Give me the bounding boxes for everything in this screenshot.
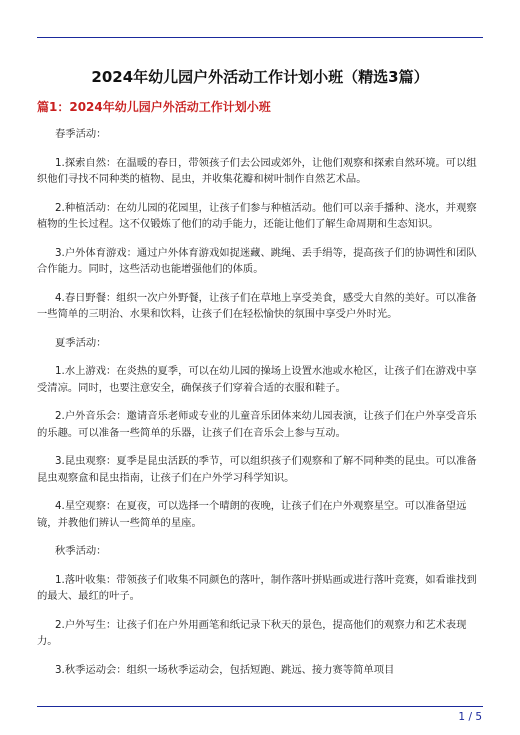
footer-rule — [37, 706, 483, 707]
autumn-item: 3.秋季运动会：组织一场秋季运动会，包括短跑、跳远、接力赛等简单项目 — [55, 663, 395, 676]
summer-heading: 夏季活动： — [55, 336, 107, 349]
document-title: 2024年幼儿园户外活动工作计划小班（精选3篇） — [91, 68, 429, 86]
autumn-item: 1.落叶收集：带领孩子们收集不同颜色的落叶，制作落叶拼贴画或进行落叶竞赛，如看谁找到的最大、最红的叶子。 — [37, 573, 477, 602]
page-number: 1 / 5 — [458, 711, 482, 723]
summer-item: 3.昆虫观察：夏季是昆虫活跃的季节，可以组织孩子们观察和了解不同种类的昆虫。可以准备昆虫观察盒和昆虫指南，让孩子们在户外学习科学知识。 — [37, 455, 477, 484]
spring-item: 1.探索自然：在温暖的春日，带领孩子们去公园或郊外，让他们观察和探索自然环境。可以组织他们寻找不同种类的植物、昆虫，并收集花瓣和树叶制作自然艺术品。 — [37, 156, 477, 185]
autumn-item: 2.户外写生：让孩子们在户外用画笔和纸记录下秋天的景色，提高他们的观察力和艺术表现力。 — [37, 618, 467, 647]
section-heading: 篇1：2024年幼儿园户外活动工作计划小班 — [37, 100, 271, 114]
spring-heading: 春季活动： — [55, 128, 107, 140]
summer-item: 4.星空观察：在夏夜，可以选择一个晴朗的夜晚，让孩子们在户外观察星空。可以准备望远镜，并教他们辨认一些简单的星座。 — [37, 500, 467, 529]
summer-item: 1.水上游戏：在炎热的夏季，可以在幼儿园的操场上设置水池或水枪区，让孩子们在游戏中享受清凉。同时，也要注意安全，确保孩子们穿着合适的衣服和鞋子。 — [37, 365, 477, 394]
autumn-heading: 秋季活动： — [55, 545, 107, 557]
header-rule — [37, 37, 483, 38]
spring-item: 4.春日野餐：组织一次户外野餐，让孩子们在草地上享受美食，感受大自然的美好。可以准备一些简单的三明治、水果和饮料，让孩子们在轻松愉快的氛围中享受户外时光。 — [37, 291, 477, 320]
summer-item: 2.户外音乐会：邀请音乐老师或专业的儿童音乐团体来幼儿园表演，让孩子们在户外享受音乐的乐趣。可以准备一些简单的乐器，让孩子们在音乐会上参与互动。 — [37, 410, 477, 439]
document-body — [37, 126, 483, 690]
spring-item: 3.户外体育游戏：通过户外体育游戏如捉迷藏、跳绳、丢手绢等，提高孩子们的协调性和团队合作能力。同时，这些活动也能增强他们的体质。 — [37, 246, 477, 275]
spring-item: 2.种植活动：在幼儿园的花园里，让孩子们参与种植活动。他们可以亲手播种、浇水，并观察植物的生长过程。这不仅锻炼了他们的动手能力，还能让他们了解生命周期和生态知识。 — [37, 201, 477, 230]
